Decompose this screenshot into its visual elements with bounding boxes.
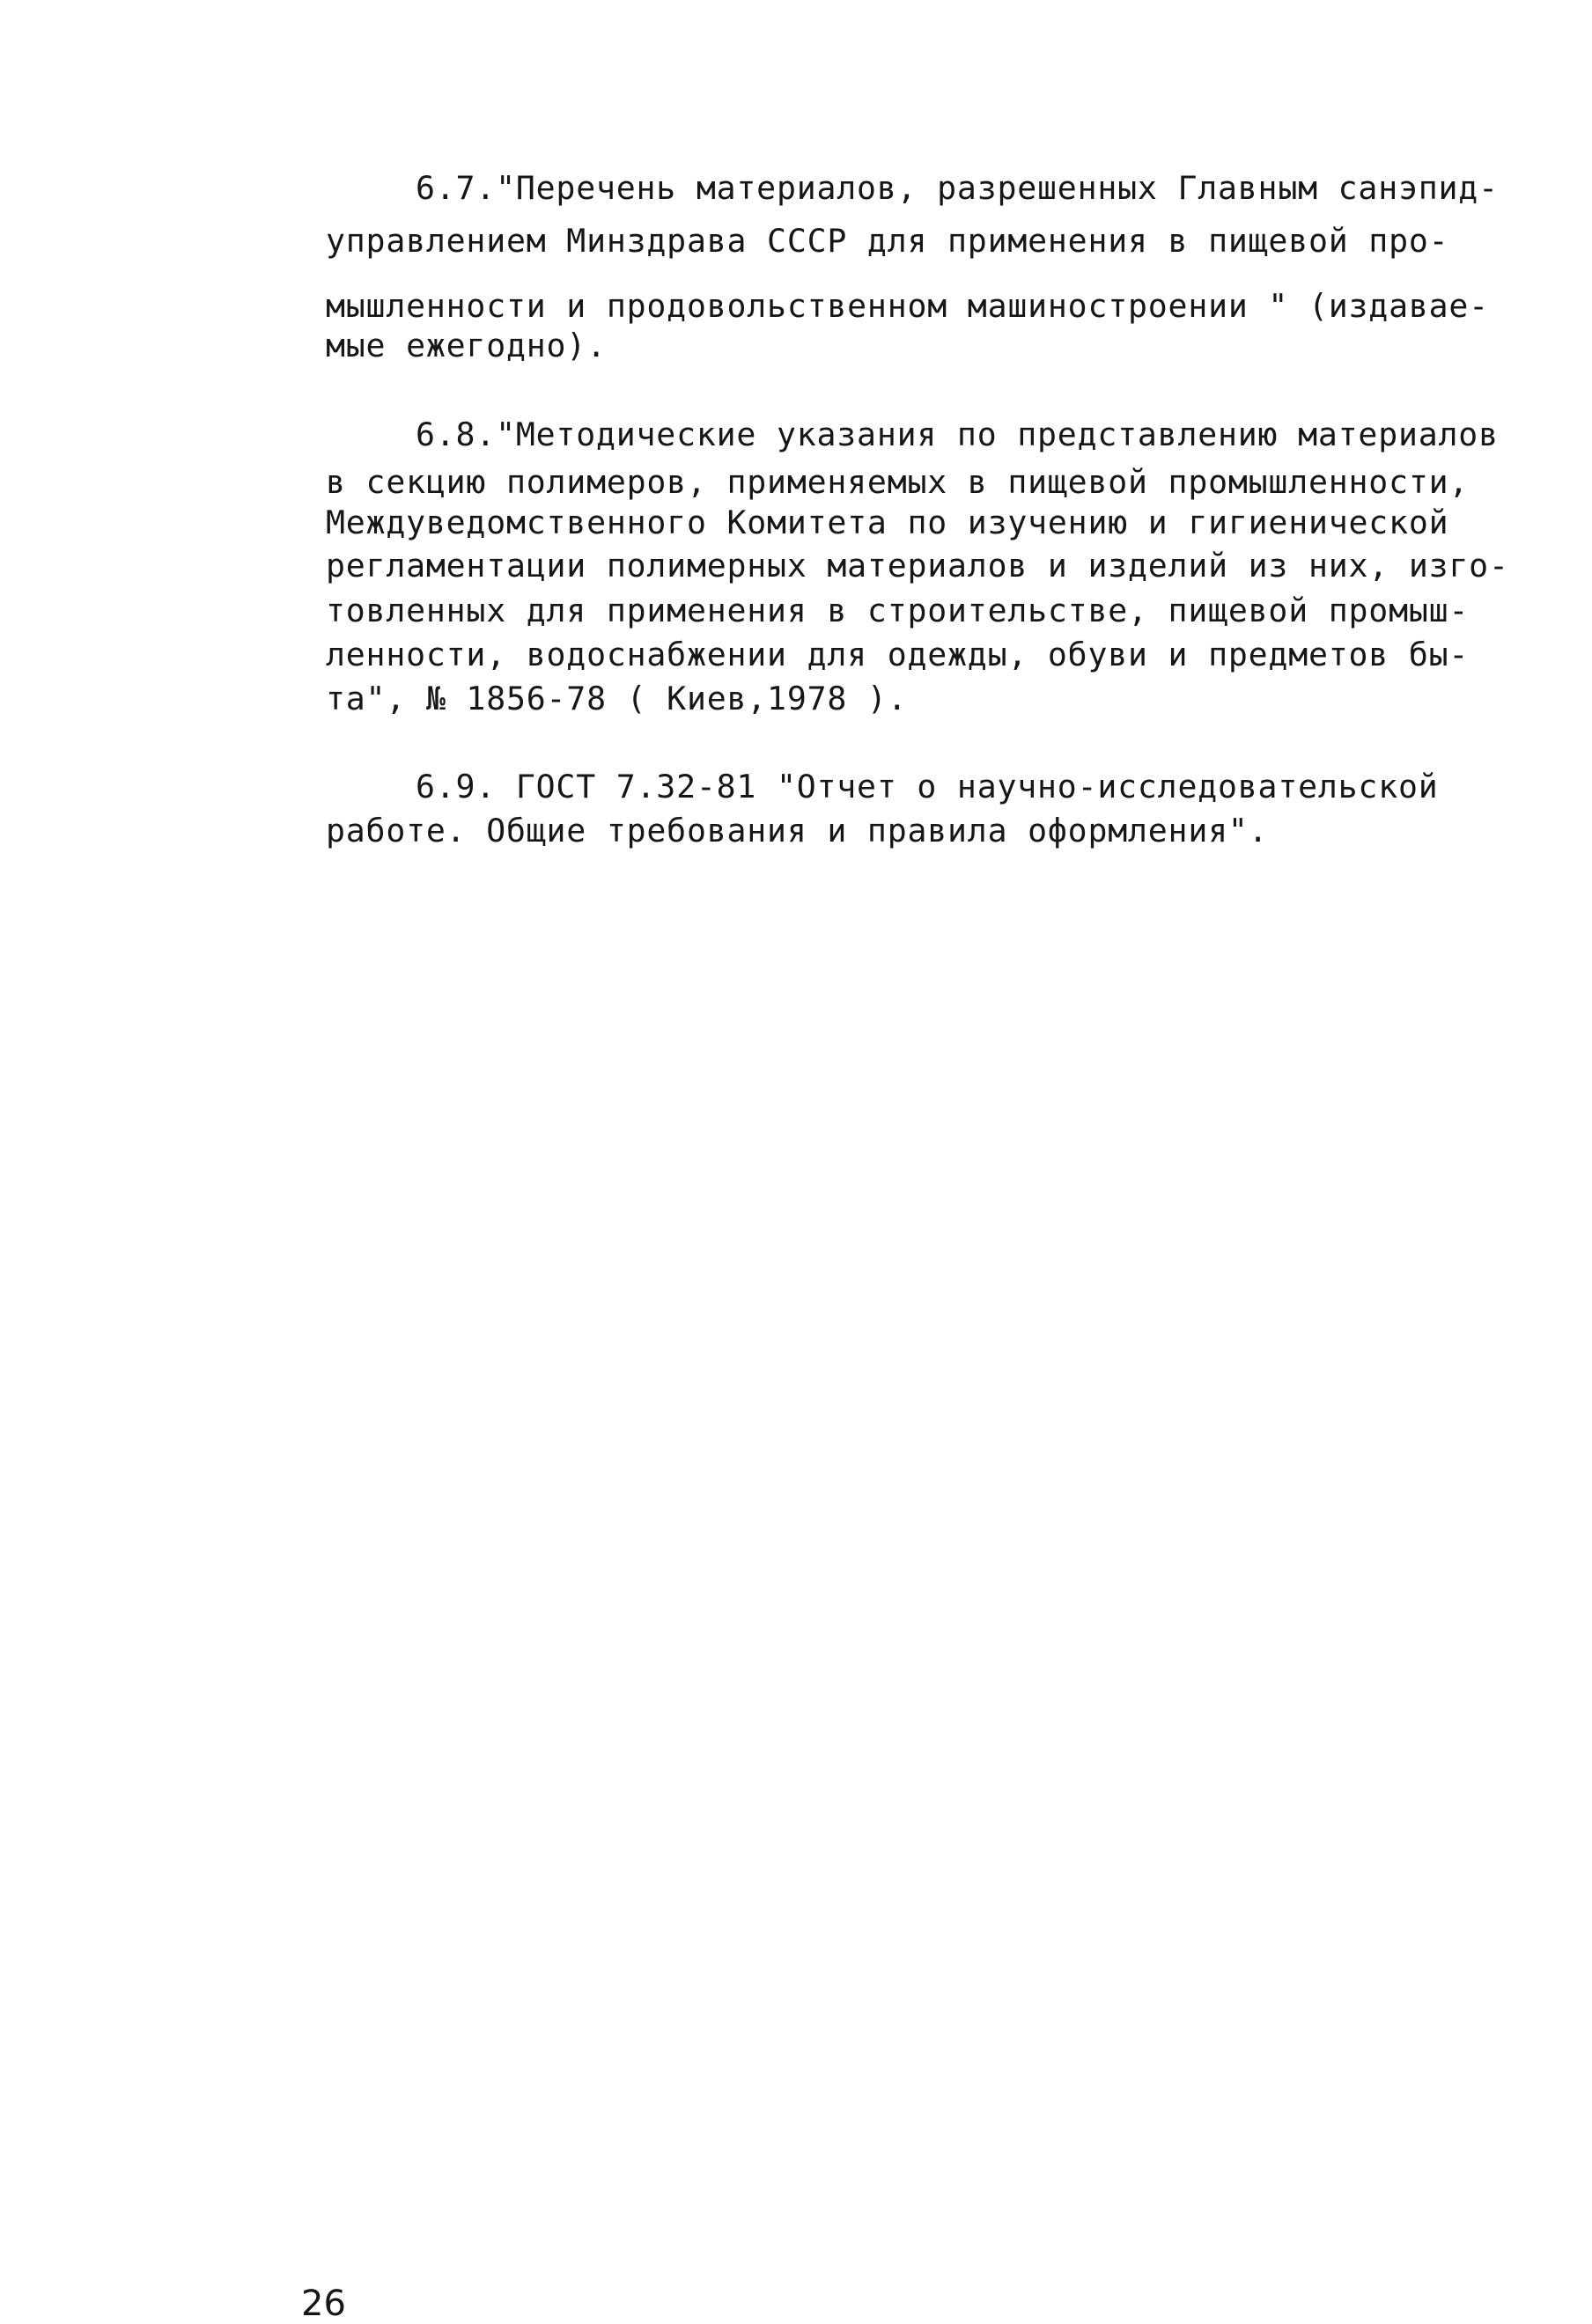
section-6-9-line-1: 6.9. ГОСТ 7.32-81 "Отчет о научно-исследовательской [416,768,1439,805]
section-6-8-line-7: та", № 1856-78 ( Киев,1978 ). [326,680,908,717]
section-6-7-line-1: 6.7."Перечень материалов, разрешенных Главным санэпид- [416,169,1499,207]
section-6-8-line-5: товленных для применения в строительстве, пищевой промыш- [326,592,1470,629]
section-6-8-line-6: ленности, водоснабжении для одежды, обуви и предметов бы- [326,636,1470,673]
section-6-8-line-1: 6.8."Методические указания по представлению материалов [416,416,1499,453]
section-6-7-line-2: управлением Минздрава СССР для применения в пищевой про- [326,222,1449,260]
page-number: 26 [301,2284,346,2324]
section-6-7-line-4: мые ежегодно). [326,327,607,364]
section-6-8-line-2: в секцию полимеров, применяемых в пищевой промышленности, [326,463,1470,501]
section-6-8-line-3: Междуведомственного Комитета по изучению и гигиенической [326,504,1449,541]
section-6-7-line-3: мышленности и продовольственном машиностроении " (издавае- [326,287,1489,325]
section-6-8-line-4: регламентации полимерных материалов и изделий из них, изго- [326,547,1509,585]
section-6-9-line-2: работе. Общие требования и правила оформления". [326,812,1269,849]
